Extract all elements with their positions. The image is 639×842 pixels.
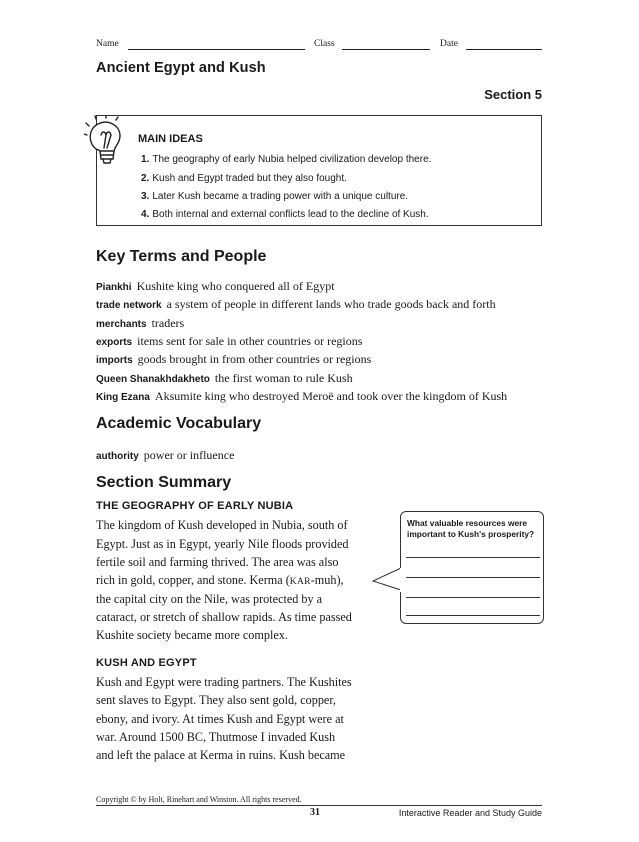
date-label: Date xyxy=(440,39,458,49)
main-idea-item: 2. Kush and Egypt traded but they also fought. xyxy=(141,173,347,184)
paragraph-line: sent slaves to Egypt. They also sent gold, copper, xyxy=(96,693,336,707)
paragraph-line: Egypt. Just as in Egypt, yearly Nile floods provided xyxy=(96,537,349,551)
pronunciation: KAR xyxy=(289,577,311,587)
page-number: 31 xyxy=(310,807,320,818)
section-summary-heading: Section Summary xyxy=(96,474,232,491)
paragraph-line: and left the palace at Kerma in ruins. Kush became xyxy=(96,748,346,762)
term-row: merchants traders xyxy=(96,316,185,330)
paragraph-line: Kush and Egypt were trading partners. The Kushites xyxy=(96,675,352,689)
term-row: exports items sent for sale in other countries or regions xyxy=(96,334,363,348)
page-title: Ancient Egypt and Kush xyxy=(96,60,266,76)
answer-line[interactable] xyxy=(406,557,540,558)
paragraph-line: The kingdom of Kush developed in Nubia, south of xyxy=(96,518,348,532)
name-field-line[interactable] xyxy=(128,49,305,50)
paragraph-line: rich in gold, copper, and stone. Kerma (KAR-muh), xyxy=(96,573,344,587)
copyright: Copyright © by Holt, Rinehart and Winston. All rights reserved. xyxy=(96,795,302,804)
main-idea-item: 4. Both internal and external conflicts lead to the decline of Kush. xyxy=(141,209,429,220)
answer-line[interactable] xyxy=(406,615,540,616)
class-field-line[interactable] xyxy=(342,49,430,50)
academic-vocab-heading: Academic Vocabulary xyxy=(96,415,262,432)
guide-title: Interactive Reader and Study Guide xyxy=(398,808,542,818)
paragraph-line: cataract, or stretch of shallow rapids. As time passed xyxy=(96,610,352,624)
subheading-kush-egypt: KUSH AND EGYPT xyxy=(96,657,197,669)
callout-pointer xyxy=(371,566,403,592)
term-row: imports goods brought in from other countries or regions xyxy=(96,352,372,366)
subheading-geography: THE GEOGRAPHY OF EARLY NUBIA xyxy=(96,500,294,512)
paragraph-line: fertile soil and farming thrived. The area was also xyxy=(96,555,339,569)
term-row: trade network a system of people in different lands who trade goods back and forth xyxy=(96,297,496,311)
answer-line[interactable] xyxy=(406,577,540,578)
term-row: King Ezana Aksumite king who destroyed Meroë and took over the kingdom of Kush xyxy=(96,389,508,403)
class-label: Class xyxy=(314,39,335,49)
date-field-line[interactable] xyxy=(466,49,542,50)
paragraph-line: war. Around 1500 BC, Thutmose I invaded Kush xyxy=(96,730,336,744)
term-row: authority power or influence xyxy=(96,448,235,462)
section-label: Section 5 xyxy=(484,87,542,102)
key-terms-heading: Key Terms and People xyxy=(96,248,267,265)
main-ideas-heading: MAIN IDEAS xyxy=(138,133,203,145)
main-idea-item: 1. The geography of early Nubia helped civilization develop there. xyxy=(141,154,432,165)
name-label: Name xyxy=(96,39,119,49)
question-text: What valuable resources were important to Kush's prosperity? xyxy=(407,518,535,539)
main-idea-item: 3. Later Kush became a trading power with a unique culture. xyxy=(141,191,409,202)
term-row: Queen Shanakhdakheto the first woman to rule Kush xyxy=(96,371,353,385)
footer-rule xyxy=(96,805,542,806)
answer-line[interactable] xyxy=(406,597,540,598)
paragraph-line: Kushite society became more complex. xyxy=(96,628,288,642)
term-row: Piankhi Kushite king who conquered all of Egypt xyxy=(96,279,335,293)
paragraph-line: the capital city on the Nile, was protected by a xyxy=(96,592,323,606)
lightbulb-icon xyxy=(84,115,126,171)
paragraph-line: ebony, and ivory. At times Kush and Egypt were at xyxy=(96,712,344,726)
